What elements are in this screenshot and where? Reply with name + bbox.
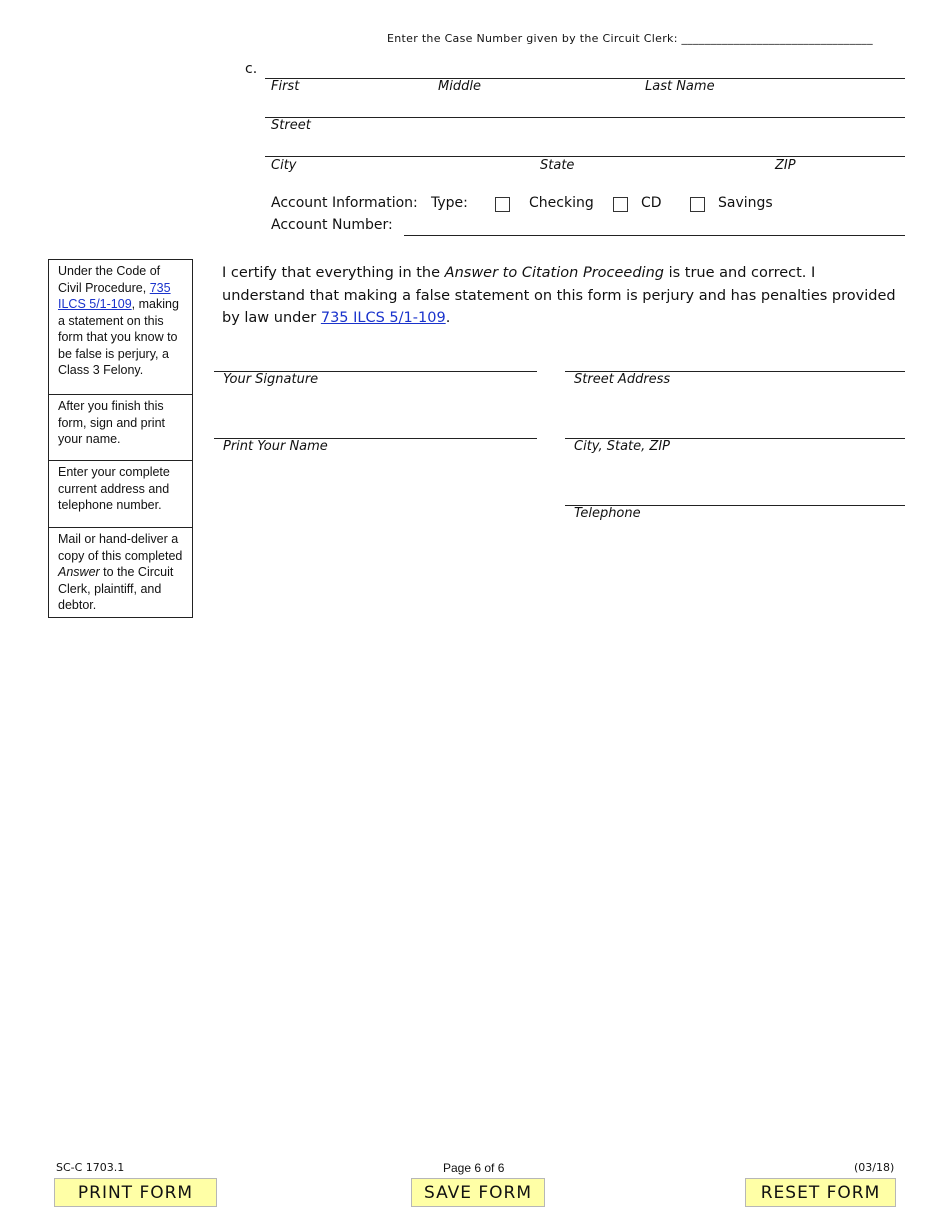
city-state-zip-label: City, State, ZIP (574, 439, 670, 454)
savings-label: Savings (718, 195, 773, 211)
instruction-box-perjury (48, 259, 193, 395)
mail-instruction-post: to the Circuit Clerk, plaintiff, and debtor. (58, 565, 174, 612)
instruction-box-address (48, 460, 193, 528)
signature-label: Your Signature (223, 372, 319, 387)
cd-label: CD (641, 195, 662, 211)
case-number-row (387, 32, 873, 45)
account-number-label: Account Number: (271, 217, 393, 233)
cert-text-post: . (445, 310, 451, 326)
print-name-label: Print Your Name (223, 439, 328, 454)
middle-name-label: Middle (438, 79, 481, 94)
page-number: Page 6 of 6 (443, 1161, 505, 1175)
perjury-text-pre: Under the Code of Civil Procedure, (58, 264, 161, 295)
reset-form-button[interactable]: RESET FORM (745, 1178, 896, 1207)
savings-checkbox[interactable] (690, 197, 705, 212)
save-form-button[interactable]: SAVE FORM (411, 1178, 545, 1207)
account-type-label: Type: (431, 195, 468, 211)
mail-instruction-pre: Mail or hand-deliver a copy of this completed (58, 532, 183, 563)
telephone-label: Telephone (574, 506, 641, 521)
street-label: Street (271, 118, 311, 133)
city-line[interactable] (265, 156, 905, 157)
account-number-line[interactable] (404, 235, 905, 236)
statute-link-cert[interactable]: 735 ILCS 5/1-109 (320, 310, 446, 326)
case-number-field[interactable]: _________________________________ (681, 32, 873, 45)
instruction-box-sign (48, 394, 193, 461)
instruction-box-mail (48, 527, 193, 618)
certification-statement (222, 262, 902, 330)
case-number-label: Enter the Case Number given by the Circuit Clerk: (387, 32, 678, 45)
form-id: SC-C 1703.1 (56, 1161, 125, 1174)
mail-instruction-emphasis: Answer (58, 565, 100, 579)
street-address-label: Street Address (574, 372, 671, 387)
checking-label: Checking (529, 195, 594, 211)
last-name-label: Last Name (645, 79, 715, 94)
state-label: State (540, 158, 575, 173)
form-revision: (03/18) (854, 1161, 895, 1174)
perjury-text-post: , making a statement on this form that you know to be false is perjury, a Class 3 Felony. (58, 297, 179, 377)
zip-label: ZIP (775, 158, 796, 173)
print-form-button[interactable]: PRINT FORM (54, 1178, 217, 1207)
cert-text-pre: I certify that everything in the (222, 265, 441, 281)
sign-instruction-text: After you finish this form, sign and print your name. (58, 399, 165, 446)
cert-form-title: Answer to Citation Proceeding (444, 265, 664, 281)
street-line[interactable] (265, 117, 905, 118)
name-line[interactable] (265, 78, 905, 79)
checking-checkbox[interactable] (495, 197, 510, 212)
account-info-label: Account Information: (271, 195, 418, 211)
city-label: City (271, 158, 297, 173)
section-c-marker: c. (245, 61, 258, 77)
cd-checkbox[interactable] (613, 197, 628, 212)
address-instruction-text: Enter your complete current address and telephone number. (58, 465, 170, 512)
cert-text-mid: is true and correct. I understand that making a false statement on this form is perjury and has penalties provided by law under (222, 265, 896, 326)
first-name-label: First (271, 79, 300, 94)
statute-link-sidebar[interactable]: 735 ILCS 5/1-109 (58, 280, 171, 311)
